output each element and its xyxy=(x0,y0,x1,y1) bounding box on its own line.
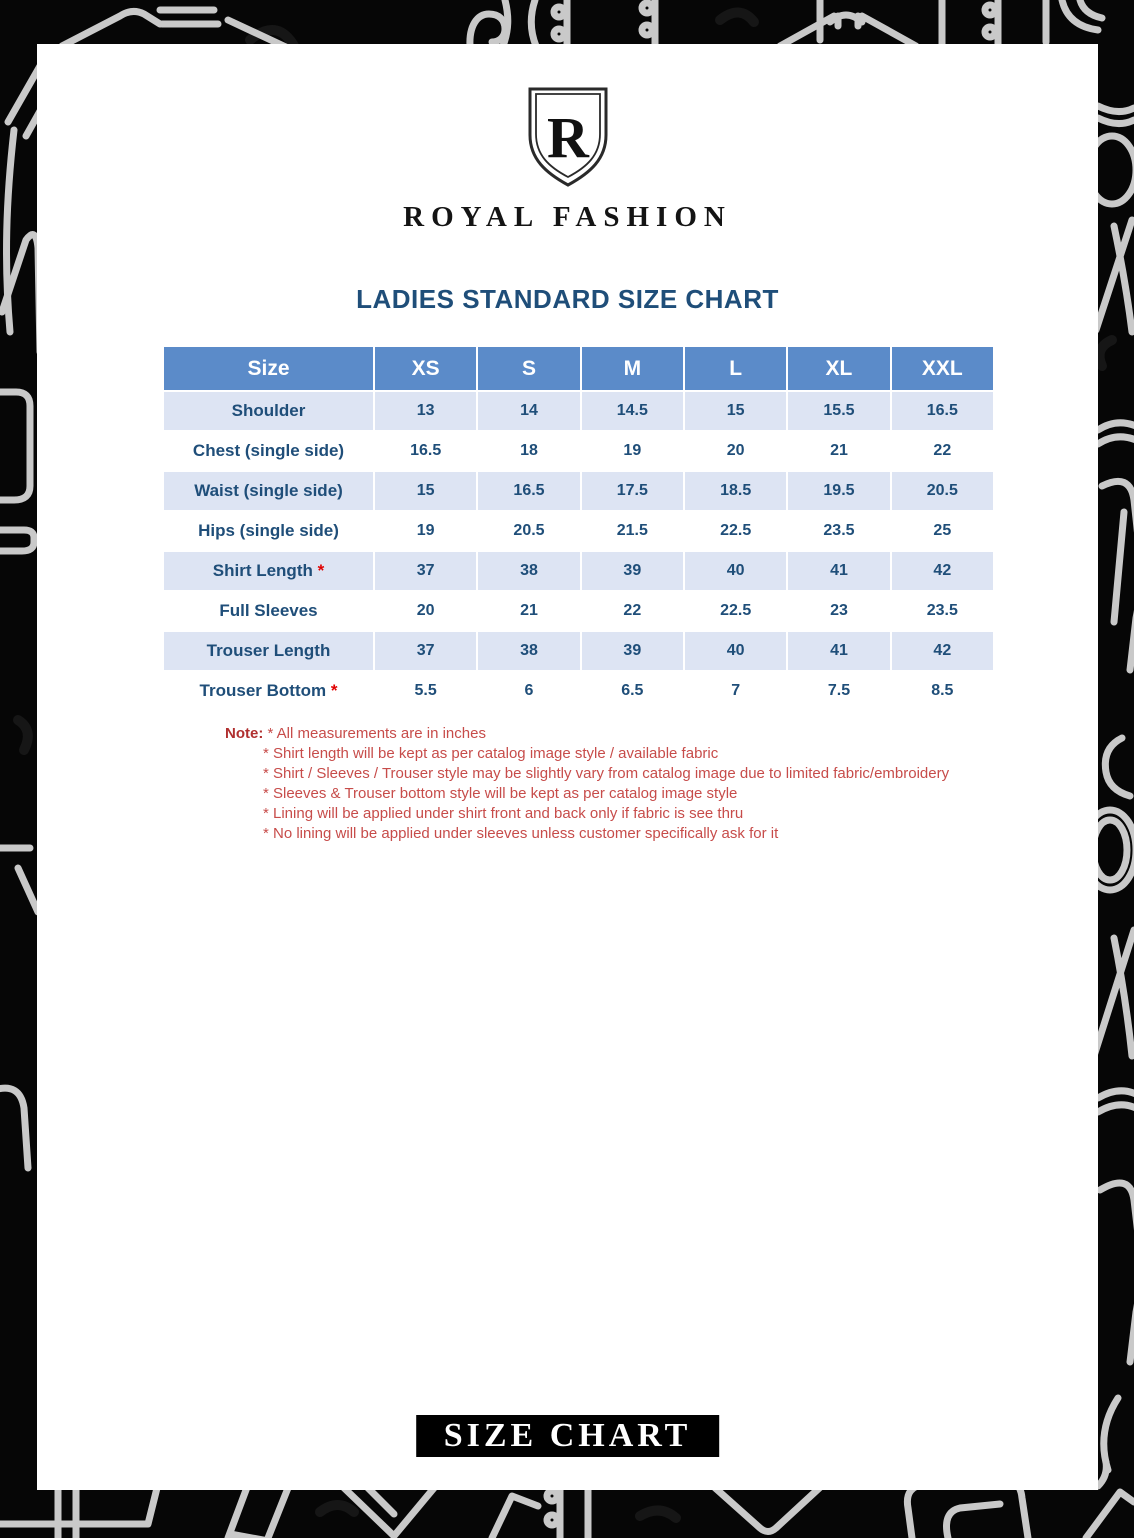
brand-name: ROYAL FASHION xyxy=(403,201,732,233)
row-label: Waist (single side) xyxy=(163,471,374,511)
note-item: * Shirt length will be kept as per catalog image style / available fabric xyxy=(263,745,719,762)
row-label: Hips (single side) xyxy=(163,511,374,551)
column-header: XXL xyxy=(891,346,994,391)
size-value-cell: 19 xyxy=(581,431,684,471)
size-value-cell: 15 xyxy=(684,391,787,431)
size-value-cell: 20.5 xyxy=(891,471,994,511)
note-item: Note: * All measurements are in inches xyxy=(225,725,486,742)
size-value-cell: 13 xyxy=(374,391,477,431)
size-value-cell: 19 xyxy=(374,511,477,551)
size-value-cell: 15 xyxy=(374,471,477,511)
size-value-cell: 37 xyxy=(374,551,477,591)
required-asterisk: * xyxy=(326,681,338,700)
size-value-cell: 41 xyxy=(787,551,890,591)
note-item: * Sleeves & Trouser bottom style will be kept as per catalog image style xyxy=(263,785,738,802)
size-value-cell: 5.5 xyxy=(374,671,477,711)
size-value-cell: 39 xyxy=(581,551,684,591)
table-row xyxy=(163,431,994,471)
size-value-cell: 14 xyxy=(477,391,580,431)
royal-fashion-logo xyxy=(37,85,1098,234)
corner-header: Size xyxy=(163,346,374,391)
size-value-cell: 42 xyxy=(891,631,994,671)
size-value-cell: 21 xyxy=(477,591,580,631)
size-value-cell: 7.5 xyxy=(787,671,890,711)
shield-monogram: R xyxy=(546,105,589,170)
notes-section xyxy=(225,724,1015,844)
size-value-cell: 16.5 xyxy=(477,471,580,511)
size-value-cell: 39 xyxy=(581,631,684,671)
size-value-cell: 22 xyxy=(581,591,684,631)
size-chart-table xyxy=(162,345,995,712)
size-value-cell: 23 xyxy=(787,591,890,631)
table-row xyxy=(163,671,994,711)
size-value-cell: 16.5 xyxy=(374,431,477,471)
size-value-cell: 18 xyxy=(477,431,580,471)
row-label: Chest (single side) xyxy=(163,431,374,471)
row-label: Shoulder xyxy=(163,391,374,431)
table-row xyxy=(163,551,994,591)
page-title: LADIES STANDARD SIZE CHART xyxy=(356,284,779,314)
size-value-cell: 22.5 xyxy=(684,591,787,631)
table-row xyxy=(163,471,994,511)
size-value-cell: 23.5 xyxy=(891,591,994,631)
size-value-cell: 22.5 xyxy=(684,511,787,551)
size-value-cell: 42 xyxy=(891,551,994,591)
size-value-cell: 40 xyxy=(684,631,787,671)
column-header: S xyxy=(477,346,580,391)
size-value-cell: 19.5 xyxy=(787,471,890,511)
table-row xyxy=(163,391,994,431)
row-label: Trouser Length xyxy=(163,631,374,671)
size-value-cell: 6 xyxy=(477,671,580,711)
document-page xyxy=(37,44,1098,1490)
size-chart-banner: SIZE CHART xyxy=(416,1415,720,1457)
size-value-cell: 18.5 xyxy=(684,471,787,511)
size-value-cell: 15.5 xyxy=(787,391,890,431)
size-value-cell: 37 xyxy=(374,631,477,671)
note-item: * Shirt / Sleeves / Trouser style may be slightly vary from catalog image due to limited fabric/embroidery xyxy=(263,765,950,782)
table-row xyxy=(163,591,994,631)
column-header: L xyxy=(684,346,787,391)
size-value-cell: 20 xyxy=(374,591,477,631)
row-label: Full Sleeves xyxy=(163,591,374,631)
size-value-cell: 14.5 xyxy=(581,391,684,431)
size-value-cell: 7 xyxy=(684,671,787,711)
required-asterisk: * xyxy=(312,561,325,580)
table-header xyxy=(163,346,994,391)
table-row xyxy=(163,631,994,671)
size-value-cell: 8.5 xyxy=(891,671,994,711)
column-header: XS xyxy=(374,346,477,391)
size-value-cell: 40 xyxy=(684,551,787,591)
size-value-cell: 20 xyxy=(684,431,787,471)
row-label: Shirt Length * xyxy=(163,551,374,591)
size-value-cell: 41 xyxy=(787,631,890,671)
size-value-cell: 6.5 xyxy=(581,671,684,711)
size-value-cell: 22 xyxy=(891,431,994,471)
size-value-cell: 38 xyxy=(477,631,580,671)
table-row xyxy=(163,511,994,551)
column-header: M xyxy=(581,346,684,391)
size-value-cell: 23.5 xyxy=(787,511,890,551)
size-value-cell: 38 xyxy=(477,551,580,591)
size-value-cell: 25 xyxy=(891,511,994,551)
size-value-cell: 17.5 xyxy=(581,471,684,511)
note-item: * Lining will be applied under shirt front and back only if fabric is see thru xyxy=(263,805,744,822)
row-label: Trouser Bottom * xyxy=(163,671,374,711)
size-value-cell: 21 xyxy=(787,431,890,471)
size-value-cell: 21.5 xyxy=(581,511,684,551)
table-body xyxy=(163,391,994,711)
size-value-cell: 20.5 xyxy=(477,511,580,551)
shield-monogram-icon xyxy=(524,85,612,191)
note-label: Note: xyxy=(225,725,264,742)
header-row xyxy=(163,346,994,391)
note-item: * No lining will be applied under sleeves unless customer specifically ask for it xyxy=(263,825,779,842)
size-value-cell: 16.5 xyxy=(891,391,994,431)
column-header: XL xyxy=(787,346,890,391)
